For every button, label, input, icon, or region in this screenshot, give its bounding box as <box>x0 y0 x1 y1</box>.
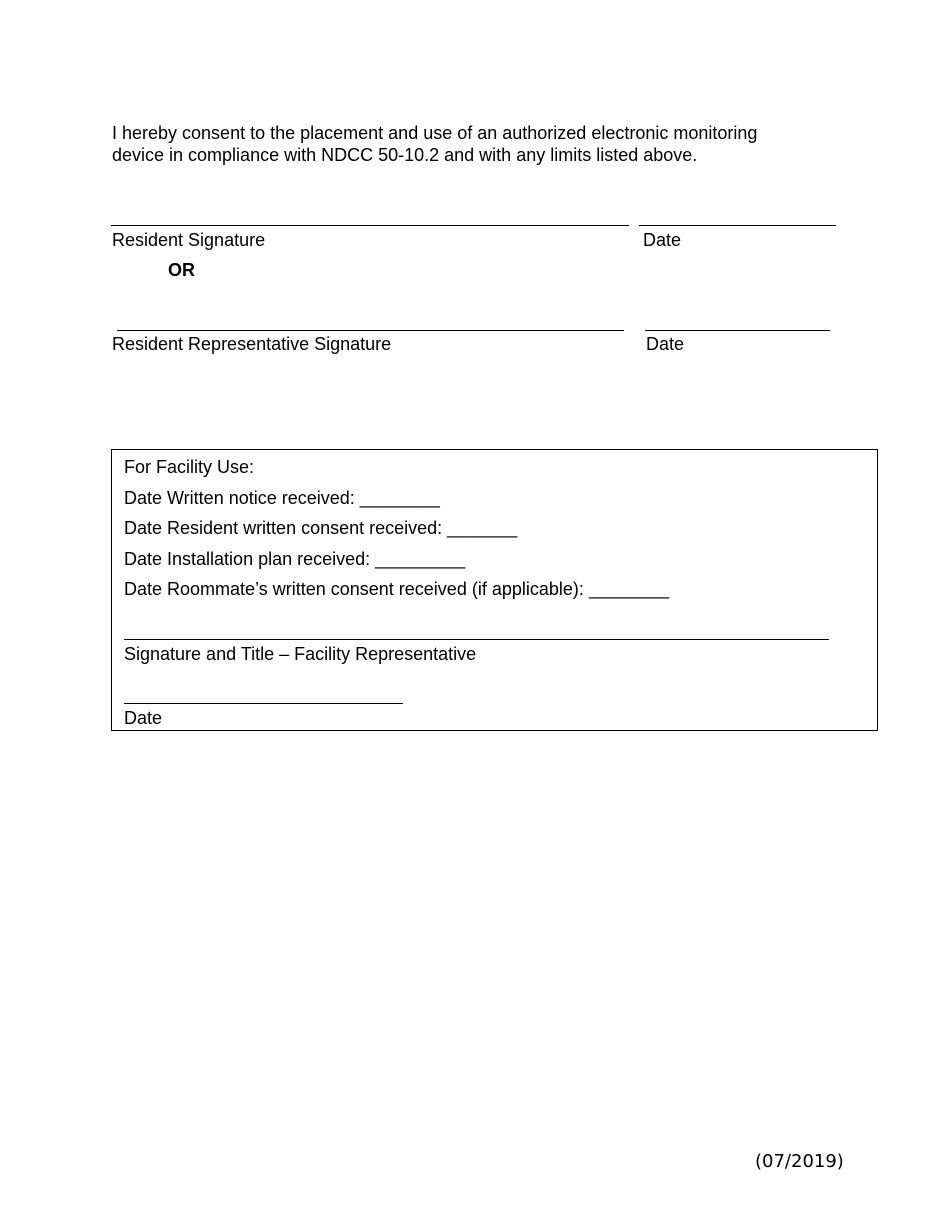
resident-signature-label: Resident Signature <box>112 230 266 250</box>
facility-date-line[interactable] <box>124 703 403 704</box>
resident-signature-line[interactable] <box>111 225 629 226</box>
resident-consent-field[interactable]: Date Resident written consent received: _______ <box>124 518 518 538</box>
representative-date-label: Date <box>646 334 685 354</box>
facility-signature-line[interactable] <box>124 639 829 640</box>
roommate-consent-field[interactable]: Date Roommate’s written consent received (if applicable): ________ <box>124 579 669 599</box>
consent-line-1: I hereby consent to the placement and use of an authorized electronic monitoring <box>112 123 758 143</box>
facility-use-heading: For Facility Use: <box>124 457 255 477</box>
consent-line-2: device in compliance with NDCC 50-10.2 and with any limits listed above. <box>112 145 698 165</box>
facility-signature-label: Signature and Title – Facility Representative <box>124 644 477 664</box>
facility-use-box <box>111 449 878 731</box>
representative-date-line[interactable] <box>645 330 830 331</box>
resident-date-line[interactable] <box>639 225 836 226</box>
written-notice-field[interactable]: Date Written notice received: ________ <box>124 488 440 508</box>
installation-plan-field[interactable]: Date Installation plan received: _________ <box>124 549 466 569</box>
representative-signature-label: Resident Representative Signature <box>112 334 392 354</box>
facility-date-label: Date <box>124 708 163 728</box>
revision-date: (07/2019) <box>755 1151 844 1172</box>
or-separator: OR <box>168 260 195 280</box>
consent-statement <box>112 122 832 166</box>
resident-date-label: Date <box>643 230 682 250</box>
representative-signature-line[interactable] <box>117 330 624 331</box>
